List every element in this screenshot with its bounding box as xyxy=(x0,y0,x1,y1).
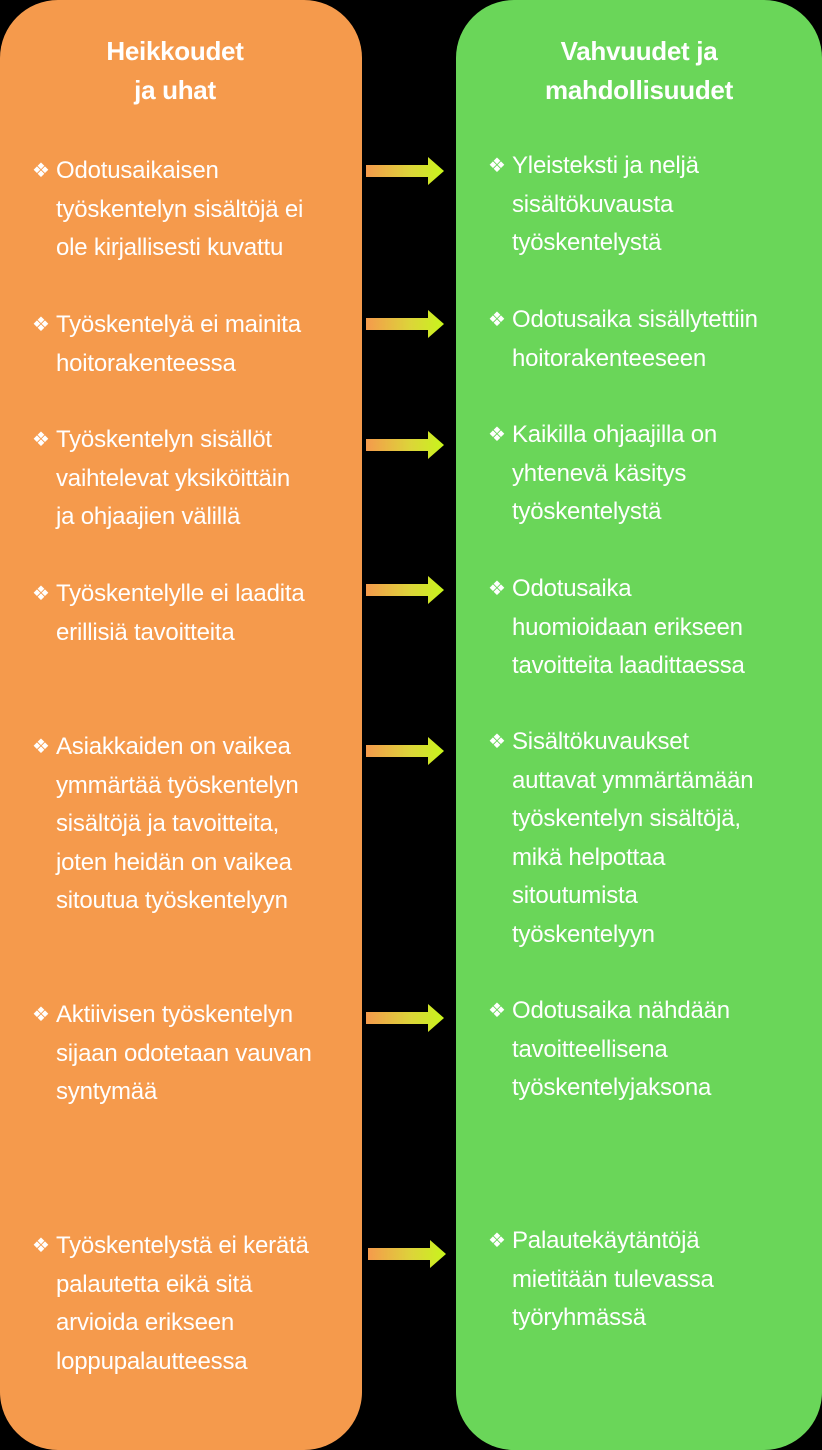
right-arrow-icon xyxy=(366,1004,444,1032)
weakness-item: ❖ Työskentelyä ei mainita hoitorakenteessa xyxy=(56,306,301,383)
strength-item: ❖ Palautekäytäntöjä mietitään tulevassa työryhmässä xyxy=(512,1222,714,1338)
weaknesses-title xyxy=(0,32,356,110)
weakness-item: ❖ Työskentelystä ei kerätä palautetta eikä sitä arvioida erikseen loppupalautteessa xyxy=(56,1227,309,1381)
strengths-title-line: Vahvuudet ja xyxy=(560,36,718,66)
diamond-bullet-icon: ❖ xyxy=(32,583,50,605)
right-arrow-icon xyxy=(366,737,444,765)
weakness-item: ❖ Asiakkaiden on vaikea ymmärtää työskentelyn sisältöjä ja tavoitteita, joten heidän on vaikea sitoutua työskentelyyn xyxy=(56,728,299,921)
diamond-bullet-icon: ❖ xyxy=(32,160,50,182)
right-arrow-icon xyxy=(366,431,444,459)
right-arrow-icon xyxy=(366,576,444,604)
diamond-bullet-icon: ❖ xyxy=(488,731,506,753)
weakness-item: ❖ Aktiivisen työskentelyn sijaan odotetaan vauvan syntymää xyxy=(56,996,312,1112)
diamond-bullet-icon: ❖ xyxy=(488,1230,506,1252)
right-arrow-icon xyxy=(368,1240,446,1268)
weakness-item: ❖ Työskentelyn sisällöt vaihtelevat yksiköittäin ja ohjaajien välillä xyxy=(56,421,290,537)
right-arrow-icon xyxy=(366,310,444,338)
weaknesses-title-line: ja uhat xyxy=(134,75,216,105)
weakness-item: ❖ Työskentelylle ei laadita erillisiä tavoitteita xyxy=(56,575,304,652)
strength-item: ❖ Sisältökuvaukset auttavat ymmärtämään työskentelyn sisältöjä, mikä helpottaa sitoutumista työskentelyyn xyxy=(512,723,753,954)
strengths-title-line: mahdollisuudet xyxy=(545,75,733,105)
diamond-bullet-icon: ❖ xyxy=(32,1004,50,1026)
strength-item: ❖ Yleisteksti ja neljä sisältökuvausta työskentelystä xyxy=(512,147,699,263)
weaknesses-title-line: Heikkoudet xyxy=(106,36,244,66)
diamond-bullet-icon: ❖ xyxy=(32,314,50,336)
strength-item: ❖ Odotusaika sisällytettiin hoitorakenteeseen xyxy=(512,301,758,378)
diamond-bullet-icon: ❖ xyxy=(488,578,506,600)
diamond-bullet-icon: ❖ xyxy=(488,309,506,331)
strength-item: ❖ Odotusaika huomioidaan erikseen tavoitteita laadittaessa xyxy=(512,570,745,686)
diamond-bullet-icon: ❖ xyxy=(32,429,50,451)
right-arrow-icon xyxy=(366,157,444,185)
diamond-bullet-icon: ❖ xyxy=(32,1235,50,1257)
diamond-bullet-icon: ❖ xyxy=(488,155,506,177)
diamond-bullet-icon: ❖ xyxy=(32,736,50,758)
strengths-title xyxy=(456,32,822,110)
diamond-bullet-icon: ❖ xyxy=(488,424,506,446)
strength-item: ❖ Kaikilla ohjaajilla on yhtenevä käsitys työskentelystä xyxy=(512,416,717,532)
weakness-item: ❖ Odotusaikaisen työskentelyn sisältöjä ei ole kirjallisesti kuvattu xyxy=(56,152,303,268)
diamond-bullet-icon: ❖ xyxy=(488,1000,506,1022)
strength-item: ❖ Odotusaika nähdään tavoitteellisena työskentelyjaksona xyxy=(512,992,730,1108)
